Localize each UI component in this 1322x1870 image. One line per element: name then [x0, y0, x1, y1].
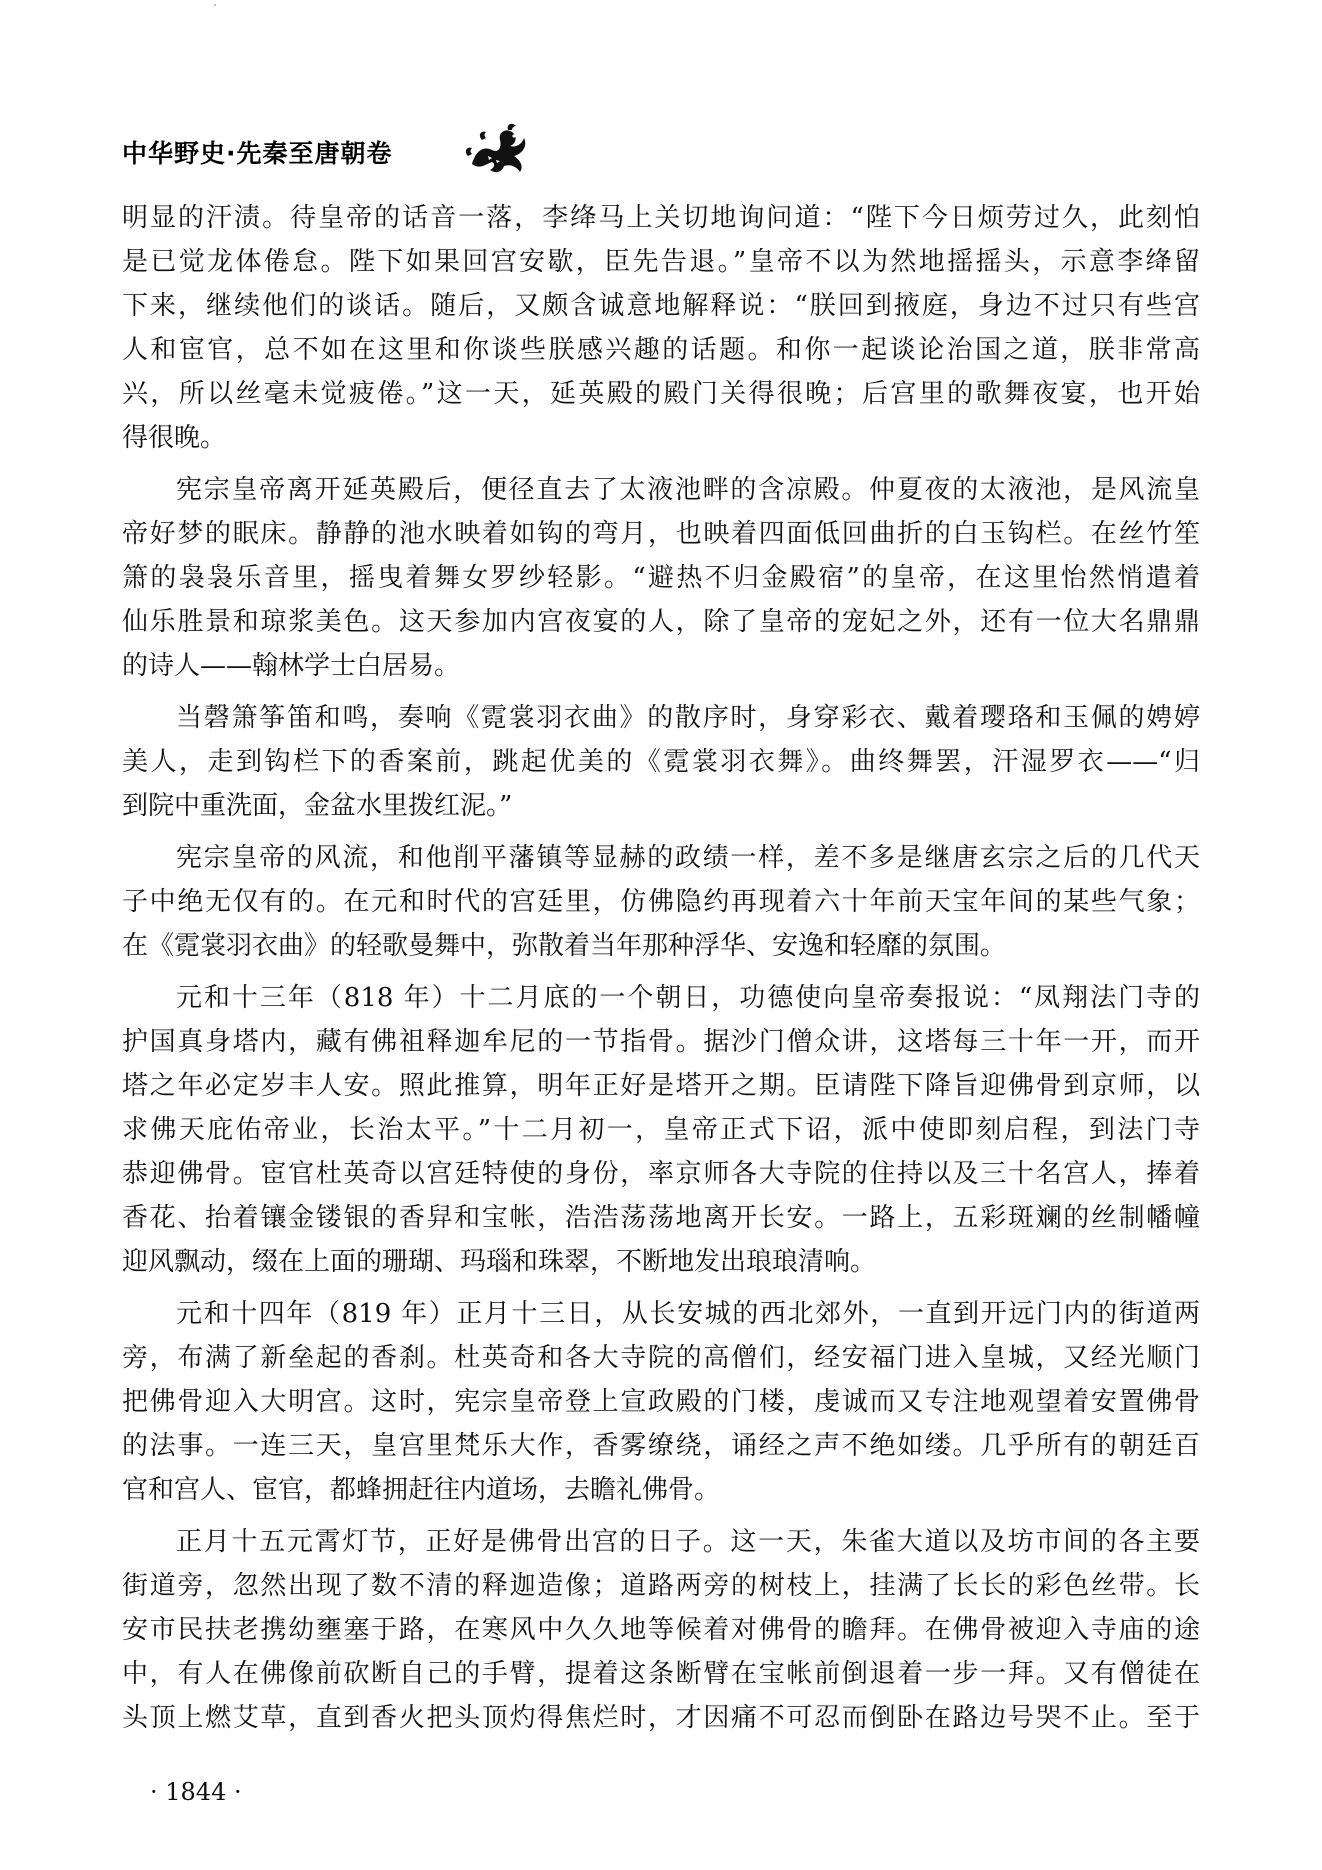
text-line: 街道旁，忽然出现了数不清的释迦造像；道路两旁的树枝上，挂满了长长的彩色丝带。长	[122, 1571, 1200, 1601]
text-line: 官和宫人、宦官，都蜂拥赶往内道场，去瞻礼佛骨。	[122, 1475, 721, 1505]
paragraph	[122, 468, 1200, 688]
text-line: 元和十三年（818 年）十二月底的一个朝日，功德使向皇帝奏报说：“凤翔法门寺的	[176, 983, 1200, 1013]
text-line: 在《霓裳羽衣曲》的轻歌曼舞中，弥散着当年那种浮华、安逸和轻靡的氛围。	[122, 931, 1007, 961]
paragraph	[122, 196, 1200, 460]
text-line: 的法事。一连三天，皇宫里梵乐大作，香雾缭绕，诵经之声不绝如缕。几乎所有的朝廷百	[122, 1431, 1200, 1461]
text-line: 明显的汗渍。待皇帝的话音一落，李绛马上关切地询问道：“陛下今日烦劳过久，此刻怕	[122, 203, 1200, 233]
text-line: 箫的袅袅乐音里，摇曳着舞女罗纱轻影。“避热不归金殿宿”的皇帝，在这里怡然悄遣着	[122, 563, 1200, 593]
text-line: 把佛骨迎入大明宫。这时，宪宗皇帝登上宣政殿的门楼，虔诚而又专注地观望着安置佛骨	[122, 1387, 1200, 1417]
paragraph	[122, 696, 1200, 828]
text-line: 帝好梦的眠床。静静的池水映着如钩的弯月，也映着四面低回曲折的白玉钩栏。在丝竹笙	[122, 519, 1200, 549]
body-text	[122, 196, 1200, 1740]
text-line: 到院中重洗面，金盆水里拨红泥。”	[122, 791, 513, 821]
text-line: 元和十四年（819 年）正月十三日，从长安城的西北郊外，一直到开远门内的街道两	[176, 1299, 1200, 1329]
text-line: 恭迎佛骨。宦官杜英奇以宫廷特使的身份，率京师各大寺院的住持以及三十名宫人，捧着	[122, 1159, 1200, 1189]
text-line: 人和宦官，总不如在这里和你谈些朕感兴趣的话题。和你一起谈论治国之道，朕非常高	[122, 335, 1200, 365]
paragraph	[122, 836, 1200, 968]
text-line: 子中绝无仅有的。在元和时代的宫廷里，仿佛隐约再现着六十年前天宝年间的某些气象；	[122, 887, 1200, 917]
text-line: 求佛天庇佑帝业，长治太平。”十二月初一，皇帝正式下诏，派中使即刻启程，到法门寺	[122, 1115, 1200, 1145]
scan-speck	[214, 4, 216, 6]
text-line: 护国真身塔内，藏有佛祖释迦牟尼的一节指骨。据沙门僧众讲，这塔每三十年一开，而开	[122, 1027, 1200, 1057]
text-line: 迎风飘动，缀在上面的珊瑚、玛瑙和珠翠，不断地发出琅琅清响。	[122, 1247, 877, 1277]
text-line: 旁，布满了新垒起的香刹。杜英奇和各大寺院的高僧们，经安福门进入皇城，又经光顺门	[122, 1343, 1200, 1373]
text-line: 正月十五元霄灯节，正好是佛骨出宫的日子。这一天，朱雀大道以及坊市间的各主要	[176, 1527, 1200, 1557]
text-line: 塔之年必定岁丰人安。照此推算，明年正好是塔开之期。臣请陛下降旨迎佛骨到京师，以	[122, 1071, 1200, 1101]
dragon-emblem-icon	[462, 120, 534, 176]
paragraph	[122, 976, 1200, 1284]
text-line: 兴，所以丝毫未觉疲倦。”这一天，延英殿的殿门关得很晚；后宫里的歌舞夜宴，也开始	[122, 379, 1200, 409]
paragraph	[122, 1520, 1200, 1740]
text-line: 美人，走到钩栏下的香案前，跳起优美的《霓裳羽衣舞》。曲终舞罢，汗湿罗衣——“归	[122, 747, 1200, 777]
page-number: · 1844 ·	[150, 1778, 242, 1806]
text-line: 得很晚。	[122, 423, 227, 453]
text-line: 是已觉龙体倦怠。陛下如果回宫安歇，臣先告退。”皇帝不以为然地摇摇头，示意李绛留	[122, 247, 1200, 277]
text-line: 下来，继续他们的谈话。随后，又颇含诚意地解释说：“朕回到掖庭，身边不过只有些宫	[122, 291, 1200, 321]
running-header	[122, 126, 1202, 178]
text-line: 安市民扶老携幼壅塞于路，在寒风中久久地等候着对佛骨的瞻拜。在佛骨被迎入寺庙的途	[122, 1615, 1200, 1645]
text-line: 宪宗皇帝的风流，和他削平藩镇等显赫的政绩一样，差不多是继唐玄宗之后的几代天	[176, 843, 1200, 873]
text-line: 当磬箫筝笛和鸣，奏响《霓裳羽衣曲》的散序时，身穿彩衣、戴着璎珞和玉佩的娉婷	[176, 703, 1200, 733]
text-line: 头顶上燃艾草，直到香火把头顶灼得焦烂时，才因痛不可忍而倒卧在路边号哭不止。至于	[122, 1703, 1200, 1733]
text-line: 宪宗皇帝离开延英殿后，便径直去了太液池畔的含凉殿。仲夏夜的太液池，是风流皇	[176, 475, 1200, 505]
text-line: 中，有人在佛像前砍断自己的手臂，提着这条断臂在宝帐前倒退着一步一拜。又有僧徒在	[122, 1659, 1200, 1689]
text-line: 仙乐胜景和琼浆美色。这天参加内宫夜宴的人，除了皇帝的宠妃之外，还有一位大名鼎鼎	[122, 607, 1200, 637]
paragraph	[122, 1292, 1200, 1512]
text-line: 的诗人——翰林学士白居易。	[122, 651, 461, 681]
book-title: 中华野史·先秦至唐朝卷	[122, 139, 393, 168]
text-line: 香花、抬着镶金镂银的香舁和宝帐，浩浩荡荡地离开长安。一路上，五彩斑斓的丝制幡幢	[122, 1203, 1200, 1233]
